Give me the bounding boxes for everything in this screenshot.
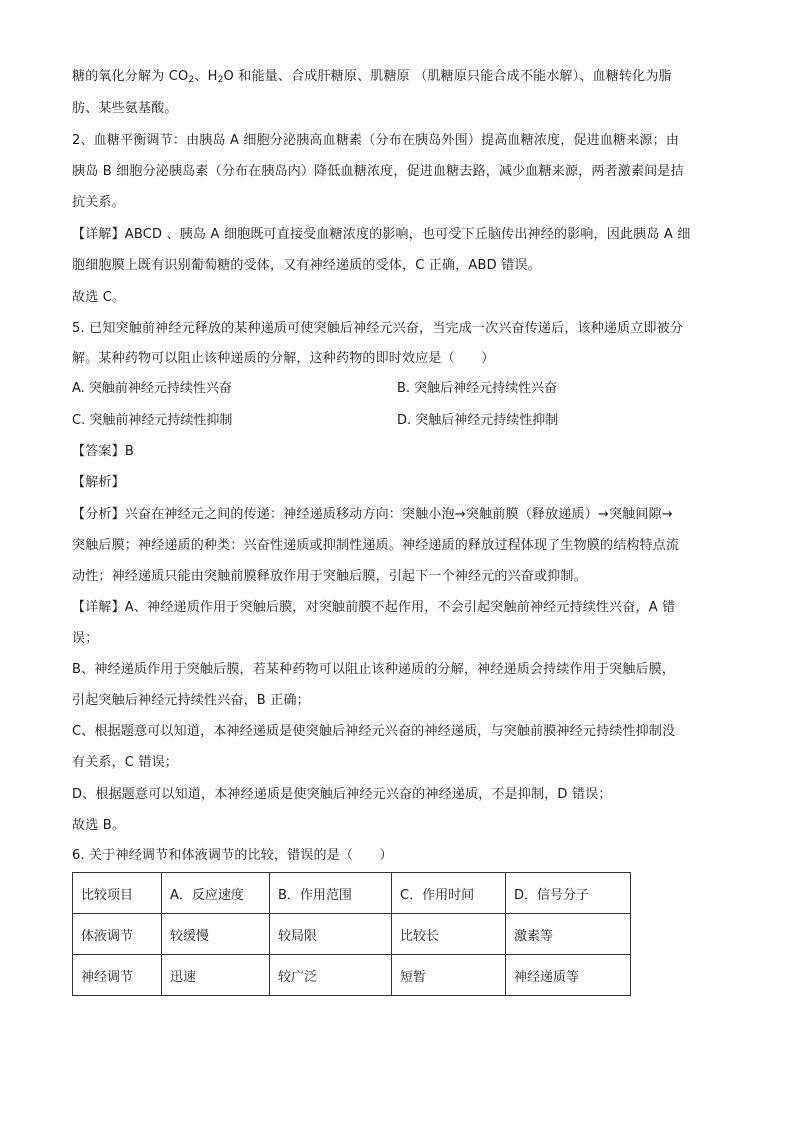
q6-stem: 6. 关于神经调节和体液调节的比较，错误的是（ ） bbox=[72, 848, 393, 863]
table-cell: 迅速 bbox=[162, 955, 270, 996]
q5-option-d: D. 突触后神经元持续性抑制 bbox=[397, 413, 559, 428]
q5-answer bbox=[72, 443, 134, 461]
table-cell: 比较项目 bbox=[73, 873, 162, 914]
q5-detail-c-line-2: 有关系，C 错误； bbox=[72, 755, 179, 770]
comparison-table bbox=[72, 872, 631, 996]
table-cell: 比较长 bbox=[392, 914, 506, 955]
q5-option-a: A. 突触前神经元持续性兴奋 bbox=[72, 381, 232, 396]
intro-paragraph-2-line-1: 2、血糖平衡调节：由胰岛 A 细胞分泌胰高血糖素（分布在胰岛外围）提高血糖浓度，促进血糖来源；由 bbox=[72, 133, 680, 148]
intro-choose: 故选 C。 bbox=[72, 290, 126, 305]
table-cell: 较广泛 bbox=[270, 955, 392, 996]
q5-option-c: C. 突触前神经元持续性抑制 bbox=[72, 413, 233, 428]
intro-line-1: 糖的氧化分解为 $CO_2$、$H_2O$ 和能量、合成肝糖原、肌糖原 （肌糖原只能合成不能水解）、血糖转化为脂 bbox=[72, 69, 672, 85]
q5-analysis-tag: 【解析】 bbox=[72, 475, 125, 490]
q5-fenxi-line-1: 【分析】兴奋在神经元之间的传递：神经递质移动方向：突触小泡→突触前膜（释放递质）→突触间隙→ bbox=[72, 507, 673, 522]
table-cell: C．作用时间 bbox=[392, 873, 506, 914]
answer-tag: 【答案】 bbox=[72, 444, 125, 459]
q5-detail-line-2: 误； bbox=[72, 631, 99, 646]
table-cell: B．作用范围 bbox=[270, 873, 392, 914]
q5-choose: 故选 B。 bbox=[72, 818, 126, 833]
q5-detail-b-line-1: B、神经递质作用于突触后膜，若某种药物可以阻止该种递质的分解，神经递质会持续作用于突触后膜， bbox=[72, 662, 676, 677]
table-cell: 较局限 bbox=[270, 914, 392, 955]
table-cell: 短暂 bbox=[392, 955, 506, 996]
table-row bbox=[73, 914, 631, 955]
intro-detail-line-2: 胞细胞膜上既有识别葡萄糖的受体，又有神经递质的受体，C 正确，ABD 错误。 bbox=[72, 258, 541, 273]
q5-detail-c-line-1: C、根据题意可以知道，本神经递质是使突触后神经元兴奋的神经递质，与突触前膜神经元持续性抑制没 bbox=[72, 724, 676, 739]
intro-paragraph-2-line-3: 抗关系。 bbox=[72, 195, 125, 210]
table-cell: 神经调节 bbox=[73, 955, 162, 996]
intro-paragraph-2-line-2: 胰岛 B 细胞分泌胰岛素（分布在胰岛内）降低血糖浓度，促进血糖去路，减少血糖来源，两者激素间是拮 bbox=[72, 164, 684, 179]
q5-stem-line-1: 5. 已知突触前神经元释放的某种递质可使突触后神经元兴奋，当完成一次兴奋传递后，该种递质立即被分 bbox=[72, 321, 684, 336]
q5-detail-d-line-1: D、根据题意可以知道，本神经递质是使突触后神经元兴奋的神经递质，不是抑制，D 错误； bbox=[72, 787, 612, 802]
intro-detail-line-1: 【详解】ABCD 、胰岛 A 细胞既可直接受血糖浓度的影响，也可受下丘脑传出神经的影响，因此胰岛 A 细 bbox=[72, 227, 691, 242]
q5-fenxi-line-2: 突触后膜；神经递质的种类：兴奋性递质或抑制性递质。神经递质的释放过程体现了生物膜的结构特点流 bbox=[72, 538, 680, 553]
table-cell: A．反应速度 bbox=[162, 873, 270, 914]
q5-stem-line-2: 解。某种药物可以阻止该种递质的分解，这种药物的即时效应是（ ） bbox=[72, 351, 495, 366]
table-cell: D．信号分子 bbox=[506, 873, 631, 914]
answer-value: B bbox=[124, 444, 134, 459]
table-cell: 体液调节 bbox=[73, 914, 162, 955]
table-cell: 较缓慢 bbox=[162, 914, 270, 955]
table-cell: 激素等 bbox=[506, 914, 631, 955]
table-cell: 神经递质等 bbox=[506, 955, 631, 996]
q5-fenxi-line-3: 动性；神经递质只能由突触前膜释放作用于突触后膜，引起下一个神经元的兴奋或抑制。 bbox=[72, 569, 587, 584]
intro-line-2: 肪、某些氨基酸。 bbox=[72, 101, 178, 116]
table-header-row bbox=[73, 873, 631, 914]
q5-detail-b-line-2: 引起突触后神经元持续性兴奋，B 正确； bbox=[72, 693, 310, 708]
table-row bbox=[73, 955, 631, 996]
q5-option-b: B. 突触后神经元持续性兴奋 bbox=[397, 381, 558, 396]
q5-detail-line-1: 【详解】A、神经递质作用于突触后膜，对突触前膜不起作用，不会引起突触前神经元持续性兴奋，A 错 bbox=[72, 600, 676, 615]
